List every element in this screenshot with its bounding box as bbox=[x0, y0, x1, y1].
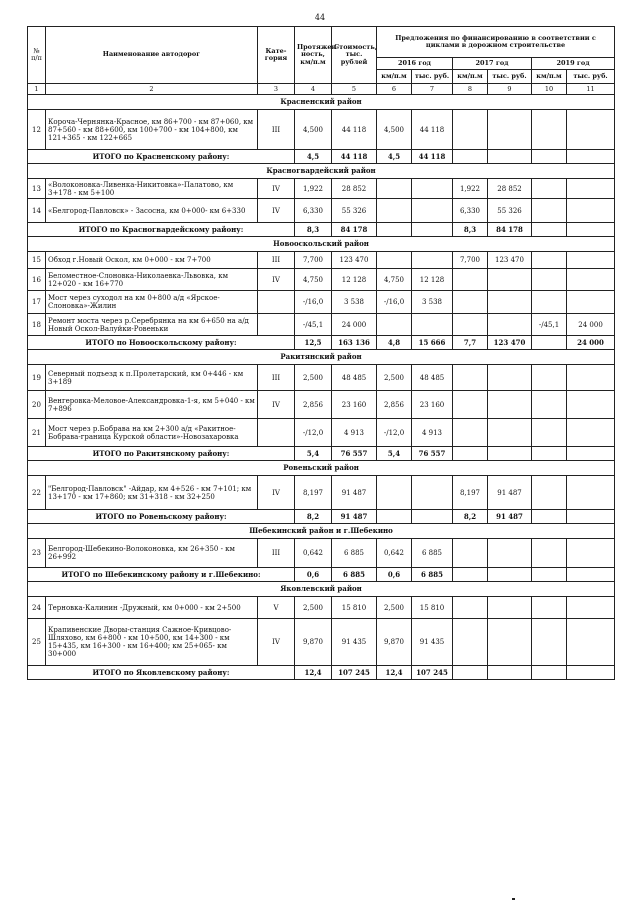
total-cost: 6 885 bbox=[332, 568, 377, 582]
cell-len: 2,500 bbox=[295, 365, 332, 391]
header-rub-2016: тыс. руб. bbox=[412, 70, 453, 84]
cell-r19: 24 000 bbox=[567, 314, 615, 336]
total-k19 bbox=[532, 336, 567, 350]
cell-cat: IV bbox=[258, 476, 295, 510]
cell-r16 bbox=[412, 179, 453, 199]
cell-cat: IV bbox=[258, 269, 295, 291]
cell-r16: 91 435 bbox=[412, 619, 453, 666]
road-row bbox=[28, 269, 615, 291]
cell-k16 bbox=[377, 314, 412, 336]
cell-r16: 23 160 bbox=[412, 391, 453, 419]
cell-no: 16 bbox=[28, 269, 46, 291]
district-total-row bbox=[28, 336, 615, 350]
cell-no: 21 bbox=[28, 419, 46, 447]
scan-mark bbox=[512, 898, 515, 900]
cell-r16: 3 538 bbox=[412, 291, 453, 314]
cell-k19 bbox=[532, 179, 567, 199]
header-name: Наименование автодорог bbox=[46, 27, 258, 84]
total-k16 bbox=[377, 510, 412, 524]
header-km-2017: км/п.м bbox=[453, 70, 488, 84]
cell-len: 2,500 bbox=[295, 597, 332, 619]
header-year-2016: 2016 год bbox=[377, 58, 453, 70]
cell-no: 22 bbox=[28, 476, 46, 510]
cell-r19 bbox=[567, 291, 615, 314]
cell-k16 bbox=[377, 199, 412, 223]
cell-k16: 4,750 bbox=[377, 269, 412, 291]
header-category: Кате-гория bbox=[258, 27, 295, 84]
total-r17 bbox=[488, 568, 532, 582]
cell-k16: 4,500 bbox=[377, 110, 412, 150]
total-k19 bbox=[532, 223, 567, 237]
header-financing: Предложения по финансированию в соответствии с циклами в дорожном строительстве bbox=[377, 27, 615, 58]
total-cost: 163 136 bbox=[332, 336, 377, 350]
page-number: 44 bbox=[314, 13, 326, 22]
column-number: 2 bbox=[46, 84, 258, 95]
cell-r19 bbox=[567, 269, 615, 291]
district-header-row bbox=[28, 461, 615, 476]
cell-k17 bbox=[453, 365, 488, 391]
total-k16: 4,5 bbox=[377, 150, 412, 164]
cell-r17 bbox=[488, 539, 532, 568]
district-total-row bbox=[28, 223, 615, 237]
district-total-row bbox=[28, 510, 615, 524]
total-k17 bbox=[453, 150, 488, 164]
cell-cost: 12 128 bbox=[332, 269, 377, 291]
total-cost: 44 118 bbox=[332, 150, 377, 164]
cell-r17 bbox=[488, 110, 532, 150]
total-r19 bbox=[567, 666, 615, 680]
cell-cat: III bbox=[258, 365, 295, 391]
column-number: 9 bbox=[488, 84, 532, 95]
cell-r17 bbox=[488, 269, 532, 291]
cell-r16: 4 913 bbox=[412, 419, 453, 447]
cell-r19 bbox=[567, 619, 615, 666]
road-row bbox=[28, 291, 615, 314]
total-k16 bbox=[377, 223, 412, 237]
cell-cost: 48 485 bbox=[332, 365, 377, 391]
cell-k17: 1,922 bbox=[453, 179, 488, 199]
cell-r16: 15 810 bbox=[412, 597, 453, 619]
cell-no: 18 bbox=[28, 314, 46, 336]
road-row bbox=[28, 365, 615, 391]
cell-k19 bbox=[532, 419, 567, 447]
total-cost: 91 487 bbox=[332, 510, 377, 524]
header-year-2019: 2019 год bbox=[532, 58, 615, 70]
total-cost: 107 245 bbox=[332, 666, 377, 680]
header-no: № п/п bbox=[28, 27, 46, 84]
cell-cost: 91 435 bbox=[332, 619, 377, 666]
district-header-row bbox=[28, 524, 615, 539]
cell-k19 bbox=[532, 476, 567, 510]
total-k19 bbox=[532, 510, 567, 524]
column-number: 7 bbox=[412, 84, 453, 95]
district-total-row bbox=[28, 666, 615, 680]
cell-k17 bbox=[453, 539, 488, 568]
cell-k17 bbox=[453, 291, 488, 314]
header-length: Протяжен-ность, км/п.м bbox=[295, 27, 332, 84]
cell-k16: 0,642 bbox=[377, 539, 412, 568]
cell-len: 2,856 bbox=[295, 391, 332, 419]
column-number: 6 bbox=[377, 84, 412, 95]
cell-r16 bbox=[412, 252, 453, 269]
cell-k17 bbox=[453, 269, 488, 291]
cell-r17 bbox=[488, 619, 532, 666]
total-r16: 15 666 bbox=[412, 336, 453, 350]
cell-k16: 2,500 bbox=[377, 597, 412, 619]
cell-k16 bbox=[377, 252, 412, 269]
cell-cost: 24 000 bbox=[332, 314, 377, 336]
road-row bbox=[28, 199, 615, 223]
cell-r19 bbox=[567, 199, 615, 223]
total-r17 bbox=[488, 150, 532, 164]
cell-name: "Белгород-Павловск" -Айдар, км 4+526 - км 7+101; км 13+170 - км 17+860; км 31+318 - км 32+250 bbox=[46, 476, 258, 510]
cell-r19 bbox=[567, 110, 615, 150]
district-name: Ракитянский район bbox=[28, 350, 615, 365]
total-r16: 6 885 bbox=[412, 568, 453, 582]
total-cost: 76 557 bbox=[332, 447, 377, 461]
total-r19 bbox=[567, 447, 615, 461]
cell-k19 bbox=[532, 199, 567, 223]
cell-k16: 2,856 bbox=[377, 391, 412, 419]
cell-r19 bbox=[567, 252, 615, 269]
cell-k17 bbox=[453, 391, 488, 419]
total-r19: 24 000 bbox=[567, 336, 615, 350]
cell-cost: 6 885 bbox=[332, 539, 377, 568]
cell-k16 bbox=[377, 476, 412, 510]
cell-cat: IV bbox=[258, 179, 295, 199]
total-r16: 76 557 bbox=[412, 447, 453, 461]
total-label: ИТОГО по Красногвардейскому району: bbox=[28, 223, 295, 237]
cell-cat: V bbox=[258, 597, 295, 619]
cell-k16: 2,500 bbox=[377, 365, 412, 391]
cell-r17 bbox=[488, 314, 532, 336]
header-rub-2019: тыс. руб. bbox=[567, 70, 615, 84]
total-r16: 107 245 bbox=[412, 666, 453, 680]
cell-k17: 6,330 bbox=[453, 199, 488, 223]
total-k17: 8,2 bbox=[453, 510, 488, 524]
cell-cat: IV bbox=[258, 619, 295, 666]
cell-no: 17 bbox=[28, 291, 46, 314]
total-r19 bbox=[567, 568, 615, 582]
cell-name: Терновка-Калинин -Дружный, км 0+000 - км 2+500 bbox=[46, 597, 258, 619]
cell-no: 12 bbox=[28, 110, 46, 150]
cell-r17: 123 470 bbox=[488, 252, 532, 269]
cell-len: -/45,1 bbox=[295, 314, 332, 336]
cell-cost: 4 913 bbox=[332, 419, 377, 447]
cell-r17 bbox=[488, 419, 532, 447]
cell-name: «Волоконовка-Ливенка-Никитовка»-Палатово, км 3+178 - км 5+100 bbox=[46, 179, 258, 199]
total-k19 bbox=[532, 666, 567, 680]
total-r19 bbox=[567, 223, 615, 237]
district-name: Яковлевский район bbox=[28, 582, 615, 597]
total-r17 bbox=[488, 666, 532, 680]
cell-k17 bbox=[453, 110, 488, 150]
cell-r17: 28 852 bbox=[488, 179, 532, 199]
district-header-row bbox=[28, 350, 615, 365]
cell-k19 bbox=[532, 539, 567, 568]
cell-name: «Белгород-Павловск» - Засосна, км 0+000- км 6+330 bbox=[46, 199, 258, 223]
cell-k17: 7,700 bbox=[453, 252, 488, 269]
total-label: ИТОГО по Красненскому району: bbox=[28, 150, 295, 164]
cell-r16: 6 885 bbox=[412, 539, 453, 568]
cell-cat bbox=[258, 291, 295, 314]
district-header-row bbox=[28, 237, 615, 252]
header-rub-2017: тыс. руб. bbox=[488, 70, 532, 84]
total-cost: 84 178 bbox=[332, 223, 377, 237]
cell-k17 bbox=[453, 619, 488, 666]
cell-len: 4,500 bbox=[295, 110, 332, 150]
total-label: ИТОГО по Яковлевскому району: bbox=[28, 666, 295, 680]
cell-r19 bbox=[567, 419, 615, 447]
total-k16: 12,4 bbox=[377, 666, 412, 680]
total-r16 bbox=[412, 223, 453, 237]
cell-len: 4,750 bbox=[295, 269, 332, 291]
cell-cat bbox=[258, 419, 295, 447]
cell-k16: -/12,0 bbox=[377, 419, 412, 447]
road-row bbox=[28, 252, 615, 269]
cell-k17: 8,197 bbox=[453, 476, 488, 510]
cell-r16: 48 485 bbox=[412, 365, 453, 391]
road-row bbox=[28, 419, 615, 447]
cell-no: 23 bbox=[28, 539, 46, 568]
cell-r19 bbox=[567, 365, 615, 391]
column-number-row bbox=[28, 84, 615, 95]
cell-k16 bbox=[377, 179, 412, 199]
total-r17: 84 178 bbox=[488, 223, 532, 237]
total-k16: 4,8 bbox=[377, 336, 412, 350]
total-label: ИТОГО по Ровеньскому району: bbox=[28, 510, 295, 524]
cell-r17: 55 326 bbox=[488, 199, 532, 223]
cell-name: Крапивенские Дворы-станция Сажное-Кривцово-Шляхово, км 6+800 - км 10+500, км 14+300 - км 15+435, км 16+300 - км 16+400; км 25+065- км 30+000 bbox=[46, 619, 258, 666]
total-r16: 44 118 bbox=[412, 150, 453, 164]
total-k19 bbox=[532, 150, 567, 164]
column-number: 4 bbox=[295, 84, 332, 95]
cell-name: Обход г.Новый Оскол, км 0+000 - км 7+700 bbox=[46, 252, 258, 269]
cell-name: Белгород-Шебекино-Волоконовка, км 26+350 - км 26+992 bbox=[46, 539, 258, 568]
total-k17: 8,3 bbox=[453, 223, 488, 237]
cell-r19 bbox=[567, 597, 615, 619]
road-row bbox=[28, 539, 615, 568]
cell-len: 8,197 bbox=[295, 476, 332, 510]
cell-cat: III bbox=[258, 110, 295, 150]
cell-r19 bbox=[567, 539, 615, 568]
cell-cost: 123 470 bbox=[332, 252, 377, 269]
column-number: 10 bbox=[532, 84, 567, 95]
district-name: Шебекинский район и г.Шебекино bbox=[28, 524, 615, 539]
header-km-2019: км/п.м bbox=[532, 70, 567, 84]
cell-len: -/16,0 bbox=[295, 291, 332, 314]
road-row bbox=[28, 110, 615, 150]
cell-cat: IV bbox=[258, 391, 295, 419]
column-number: 1 bbox=[28, 84, 46, 95]
cell-k16: -/16,0 bbox=[377, 291, 412, 314]
district-header-row bbox=[28, 95, 615, 110]
cell-len: -/12,0 bbox=[295, 419, 332, 447]
total-len: 12,5 bbox=[295, 336, 332, 350]
cell-name: Короча-Чернянка-Красное, км 86+700 - км 87+060, км 87+560 - км 88+600, км 100+700 - км 104+800, км 121+365 - км 122+665 bbox=[46, 110, 258, 150]
cell-cost: 55 326 bbox=[332, 199, 377, 223]
district-header-row bbox=[28, 164, 615, 179]
total-k17: 7,7 bbox=[453, 336, 488, 350]
cell-k16: 9,870 bbox=[377, 619, 412, 666]
cell-k17 bbox=[453, 597, 488, 619]
cell-cat: IV bbox=[258, 199, 295, 223]
cell-k19 bbox=[532, 291, 567, 314]
column-number: 11 bbox=[567, 84, 615, 95]
cell-cat bbox=[258, 314, 295, 336]
cell-name: Ремонт моста через р.Серебрянка на км 6+650 на а/д Новый Оскол-Валуйки-Ровеньки bbox=[46, 314, 258, 336]
cell-r16 bbox=[412, 314, 453, 336]
header-year-2017: 2017 год bbox=[453, 58, 532, 70]
total-label: ИТОГО по Новооскольскому району: bbox=[28, 336, 295, 350]
total-label: ИТОГО по Ракитянскому району: bbox=[28, 447, 295, 461]
cell-no: 14 bbox=[28, 199, 46, 223]
cell-r16: 12 128 bbox=[412, 269, 453, 291]
cell-k19 bbox=[532, 365, 567, 391]
total-k16: 0,6 bbox=[377, 568, 412, 582]
cell-cat: III bbox=[258, 252, 295, 269]
road-row bbox=[28, 597, 615, 619]
total-r17 bbox=[488, 447, 532, 461]
cell-len: 9,870 bbox=[295, 619, 332, 666]
road-row bbox=[28, 619, 615, 666]
cell-r17 bbox=[488, 391, 532, 419]
cell-r19 bbox=[567, 476, 615, 510]
district-name: Красногвардейский район bbox=[28, 164, 615, 179]
cell-cat: III bbox=[258, 539, 295, 568]
header-km-2016: км/п.м bbox=[377, 70, 412, 84]
cell-k19 bbox=[532, 110, 567, 150]
total-len: 0,6 bbox=[295, 568, 332, 582]
cell-r17 bbox=[488, 291, 532, 314]
road-row bbox=[28, 314, 615, 336]
total-k19 bbox=[532, 568, 567, 582]
cell-k19 bbox=[532, 252, 567, 269]
cell-no: 25 bbox=[28, 619, 46, 666]
cell-cost: 3 538 bbox=[332, 291, 377, 314]
total-k17 bbox=[453, 447, 488, 461]
cell-name: Мост через р.Бобрава на км 2+300 а/д «Ракитное-Бобрава-граница Курской области»-Новозахаровка bbox=[46, 419, 258, 447]
cell-len: 0,642 bbox=[295, 539, 332, 568]
road-row bbox=[28, 476, 615, 510]
column-number: 3 bbox=[258, 84, 295, 95]
total-r16 bbox=[412, 510, 453, 524]
cell-len: 1,922 bbox=[295, 179, 332, 199]
cell-r17: 91 487 bbox=[488, 476, 532, 510]
cell-k19 bbox=[532, 269, 567, 291]
cell-r19 bbox=[567, 179, 615, 199]
cell-cost: 15 810 bbox=[332, 597, 377, 619]
cell-k19: -/45,1 bbox=[532, 314, 567, 336]
cell-k17 bbox=[453, 419, 488, 447]
cell-k19 bbox=[532, 619, 567, 666]
cell-no: 20 bbox=[28, 391, 46, 419]
total-len: 8,2 bbox=[295, 510, 332, 524]
cell-r16: 44 118 bbox=[412, 110, 453, 150]
column-number: 5 bbox=[332, 84, 377, 95]
cell-cost: 44 118 bbox=[332, 110, 377, 150]
cell-r17 bbox=[488, 597, 532, 619]
cell-name: Беломестное-Слоновка-Николаевка-Львовка, км 12+020 - км 16+770 bbox=[46, 269, 258, 291]
roads-financing-table bbox=[27, 26, 615, 680]
total-label: ИТОГО по Шебекинскому району и г.Шебекино: bbox=[28, 568, 295, 582]
total-len: 12,4 bbox=[295, 666, 332, 680]
total-k17 bbox=[453, 666, 488, 680]
district-name: Новооскольский район bbox=[28, 237, 615, 252]
cell-k17 bbox=[453, 314, 488, 336]
table-body bbox=[28, 95, 615, 680]
header-cost: Стоимость, тыс. рублей bbox=[332, 27, 377, 84]
district-total-row bbox=[28, 150, 615, 164]
cell-r16 bbox=[412, 199, 453, 223]
cell-cost: 28 852 bbox=[332, 179, 377, 199]
cell-r19 bbox=[567, 391, 615, 419]
road-row bbox=[28, 391, 615, 419]
road-row bbox=[28, 179, 615, 199]
total-r19 bbox=[567, 150, 615, 164]
district-total-row bbox=[28, 447, 615, 461]
cell-r16 bbox=[412, 476, 453, 510]
total-len: 8,3 bbox=[295, 223, 332, 237]
total-k17 bbox=[453, 568, 488, 582]
total-len: 4,5 bbox=[295, 150, 332, 164]
total-r17: 123 470 bbox=[488, 336, 532, 350]
total-k16: 5,4 bbox=[377, 447, 412, 461]
cell-no: 15 bbox=[28, 252, 46, 269]
cell-name: Северный подъезд к п.Пролетарский, км 0+446 - км 3+189 bbox=[46, 365, 258, 391]
district-header-row bbox=[28, 582, 615, 597]
cell-len: 7,700 bbox=[295, 252, 332, 269]
cell-k19 bbox=[532, 391, 567, 419]
cell-name: Венгеровка-Меловое-Александровка-1-я, км 5+040 - км 7+896 bbox=[46, 391, 258, 419]
total-k19 bbox=[532, 447, 567, 461]
column-number: 8 bbox=[453, 84, 488, 95]
cell-name: Мост через суходол на км 0+800 а/д «Ярское-Слоновка»-Жилин bbox=[46, 291, 258, 314]
district-total-row bbox=[28, 568, 615, 582]
total-len: 5,4 bbox=[295, 447, 332, 461]
district-name: Красненский район bbox=[28, 95, 615, 110]
cell-k19 bbox=[532, 597, 567, 619]
cell-len: 6,330 bbox=[295, 199, 332, 223]
cell-no: 13 bbox=[28, 179, 46, 199]
total-r17: 91 487 bbox=[488, 510, 532, 524]
cell-cost: 91 487 bbox=[332, 476, 377, 510]
total-r19 bbox=[567, 510, 615, 524]
cell-r17 bbox=[488, 365, 532, 391]
cell-cost: 23 160 bbox=[332, 391, 377, 419]
cell-no: 24 bbox=[28, 597, 46, 619]
district-name: Ровеньский район bbox=[28, 461, 615, 476]
cell-no: 19 bbox=[28, 365, 46, 391]
